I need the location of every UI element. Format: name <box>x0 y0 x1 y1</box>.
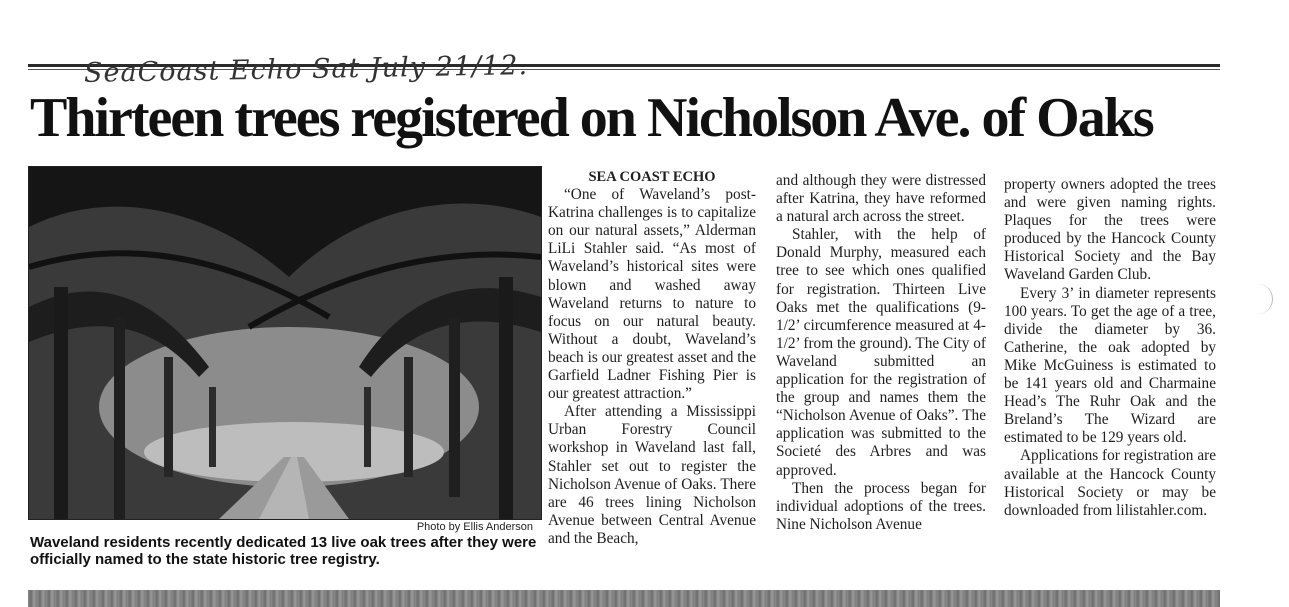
photo-caption: Waveland residents recently dedicated 13 live oak trees after they were officially named to the state historic tree registry. <box>30 534 537 568</box>
article-paragraph: Applications for registration are available at the Hancock County Historical Society or may be downloaded from lilistahler.com. <box>1004 447 1216 519</box>
article-paragraph: After attending a Mississippi Urban Forestry Council workshop in Waveland last fall, Stahler set out to register the Nicholson Avenue of Oaks. There are 46 trees lining Nicholson Avenue between Central Avenue and the Beach, <box>548 403 756 547</box>
photo-credit: Photo by Ellis Anderson <box>416 521 533 533</box>
article-paragraph: property owners adopted the trees and were given naming rights. Plaques for the trees were produced by the Hancock County Historical Society and the Bay Waveland Garden Club. <box>1004 176 1216 284</box>
oak-canopy-illustration <box>29 167 541 519</box>
handwritten-note: SeaCoast Echo Sat July 21/12. <box>83 50 529 89</box>
article-paragraph: Every 3’ in diameter represents 100 years. To get the age of a tree, divide the diameter by 36. Catherine, the oak adopted by Mike McGuiness is estimated to be 141 years old and Charmaine Head’s The Ruhr Oak and the Breland’s The Wizard are estimated to be 129 years old. <box>1004 284 1216 447</box>
article-column-3 <box>1004 176 1216 520</box>
oak-avenue-photo <box>28 166 542 520</box>
article-paragraph: “One of Waveland’s post-Katrina challenges is to capitalize on our natural assets,” Alderman LiLi Stahler said. “As most of Waveland’s historical sites were blown and washed away Waveland returns to nature to focus on our natural beauty. Without a doubt, Waveland’s beach is our greatest asset and the Garfield Ladner Fishing Pier is our greatest attraction.” <box>548 186 756 403</box>
byline: SEA COAST ECHO <box>588 169 716 185</box>
next-article-photo-edge <box>28 590 1220 607</box>
article-paragraph: Stahler, with the help of Donald Murphy, measured each tree to see which ones qualified for registration. Thirteen Live Oaks met the qualifications (9-1/2’ circumference measured at 4-1/2’ from the ground). The City of Waveland submitted an application for the registration of the group and names them the “Nicholson Avenue of Oaks”. The application was submitted to the Societé des Arbres and was approved. <box>776 226 986 479</box>
headline: Thirteen trees registered on Nicholson Ave. of Oaks <box>30 87 1153 149</box>
scan-edge-mark <box>1258 284 1273 314</box>
article-column-1 <box>548 168 756 548</box>
article-paragraph: Then the process began for individual adoptions of the trees. Nine Nicholson Avenue <box>776 479 986 533</box>
article-column-2 <box>776 172 986 534</box>
article-paragraph: and although they were distressed after Katrina, they have reformed a natural arch across the street. <box>776 172 986 226</box>
